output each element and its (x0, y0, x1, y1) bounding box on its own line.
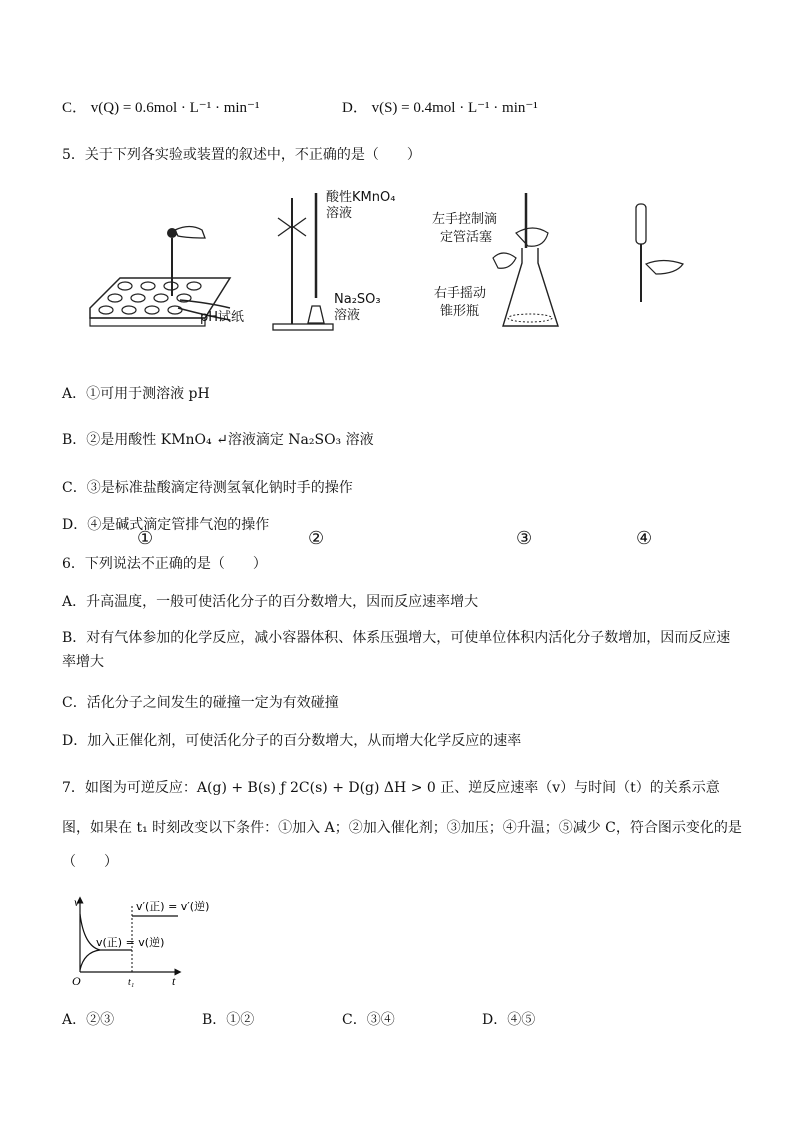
q6-option-d: D．加入正催化剂，可使活化分子的百分数增大，从而增大化学反应的速率 (62, 733, 522, 749)
spot-plate-illustration (80, 208, 280, 338)
rate-time-graph (60, 892, 240, 992)
q4-option-c-text: v(Q) = 0.6mol · L⁻¹ · min⁻¹ (90, 100, 260, 116)
q6-option-a: A．升高温度，一般可使活化分子的百分数增大，因而反应速率增大 (62, 594, 479, 610)
right-hand-label-2: 锥形瓶 (440, 304, 480, 319)
q7-option-d: D．④⑤ (482, 1012, 536, 1028)
figure-number-4: ④ (636, 528, 653, 549)
figure-number-1: ① (137, 528, 154, 549)
q5-stem: 5．关于下列各实验或装置的叙述中，不正确的是（ ） (62, 147, 421, 163)
q4-option-d (342, 98, 538, 118)
q4-option-d-label: D． (342, 100, 368, 116)
left-hand-label-1: 左手控制滴 (432, 212, 498, 227)
burette-illustration (628, 202, 698, 312)
rate-time-plot (60, 892, 240, 992)
q6-option-c: C．活化分子之间发生的碰撞一定为有效碰撞 (62, 695, 339, 711)
q4-option-d-text: v(S) = 0.4mol · L⁻¹ · min⁻¹ (371, 100, 538, 116)
q7-option-c: C．③④ (342, 1012, 395, 1028)
na2so3-label-1: Na₂SO₃ (334, 292, 381, 307)
t1-label: t₁ (128, 977, 135, 988)
na2so3-label-2: 溶液 (334, 308, 361, 323)
figure-number-2: ② (308, 528, 325, 549)
right-hand-label-1: 右手摇动 (434, 286, 487, 301)
kmno4-label-1: 酸性KMnO₄ (326, 190, 396, 205)
q6-stem: 6．下列说法不正确的是（ ） (62, 556, 267, 572)
q5-option-a: A．①可用于测溶液 pH (62, 386, 210, 402)
q6-option-b: B．对有气体参加的化学反应，减小容器体积、体系压强增大，可使单位体积内活化分子数增加，因而反应速率增大 (62, 630, 731, 670)
q5-option-d: D．④是碱式滴定管排气泡的操作 (62, 517, 270, 533)
ph-paper-label: pH试纸 (200, 310, 245, 325)
q7-stem-line3: （ ） (62, 854, 118, 870)
q7-stem-line2: 图，如果在 t₁ 时刻改变以下条件：①加入 A；②加入催化剂；③加压；④升温；⑤减少 C，符合图示变化的是 (62, 820, 742, 836)
q4-option-c-label: C． (62, 100, 88, 116)
q5-option-c: C．③是标准盐酸滴定待测氢氧化钠时手的操作 (62, 480, 353, 496)
q4-option-c (62, 98, 259, 118)
left-hand-label-2: 定管活塞 (440, 230, 493, 245)
axis-t-label: t (172, 974, 176, 988)
q7-option-a: A．②③ (62, 1012, 115, 1028)
kmno4-label-2: 溶液 (326, 206, 353, 221)
origin-label: O (72, 974, 81, 988)
axis-v-label: v (74, 895, 80, 909)
before-rate-label: v(正) = v(逆) (96, 936, 165, 949)
after-rate-label: v′(正) = v′(逆) (136, 900, 210, 913)
q7-option-b: B．①② (202, 1012, 255, 1028)
figure-number-3: ③ (516, 528, 533, 549)
hands-flask-illustration (478, 188, 578, 338)
reverse-rate-curve (80, 950, 100, 970)
q7-stem-line1: 7．如图为可逆反应：A(g) + B(s) ƒ 2C(s) + D(g) ΔH > 0 正、逆反应速率（v）与时间（t）的关系示意 (62, 780, 720, 796)
q5-option-b: B．②是用酸性 KMnO₄ ↵溶液滴定 Na₂SO₃ 溶液 (62, 432, 374, 448)
